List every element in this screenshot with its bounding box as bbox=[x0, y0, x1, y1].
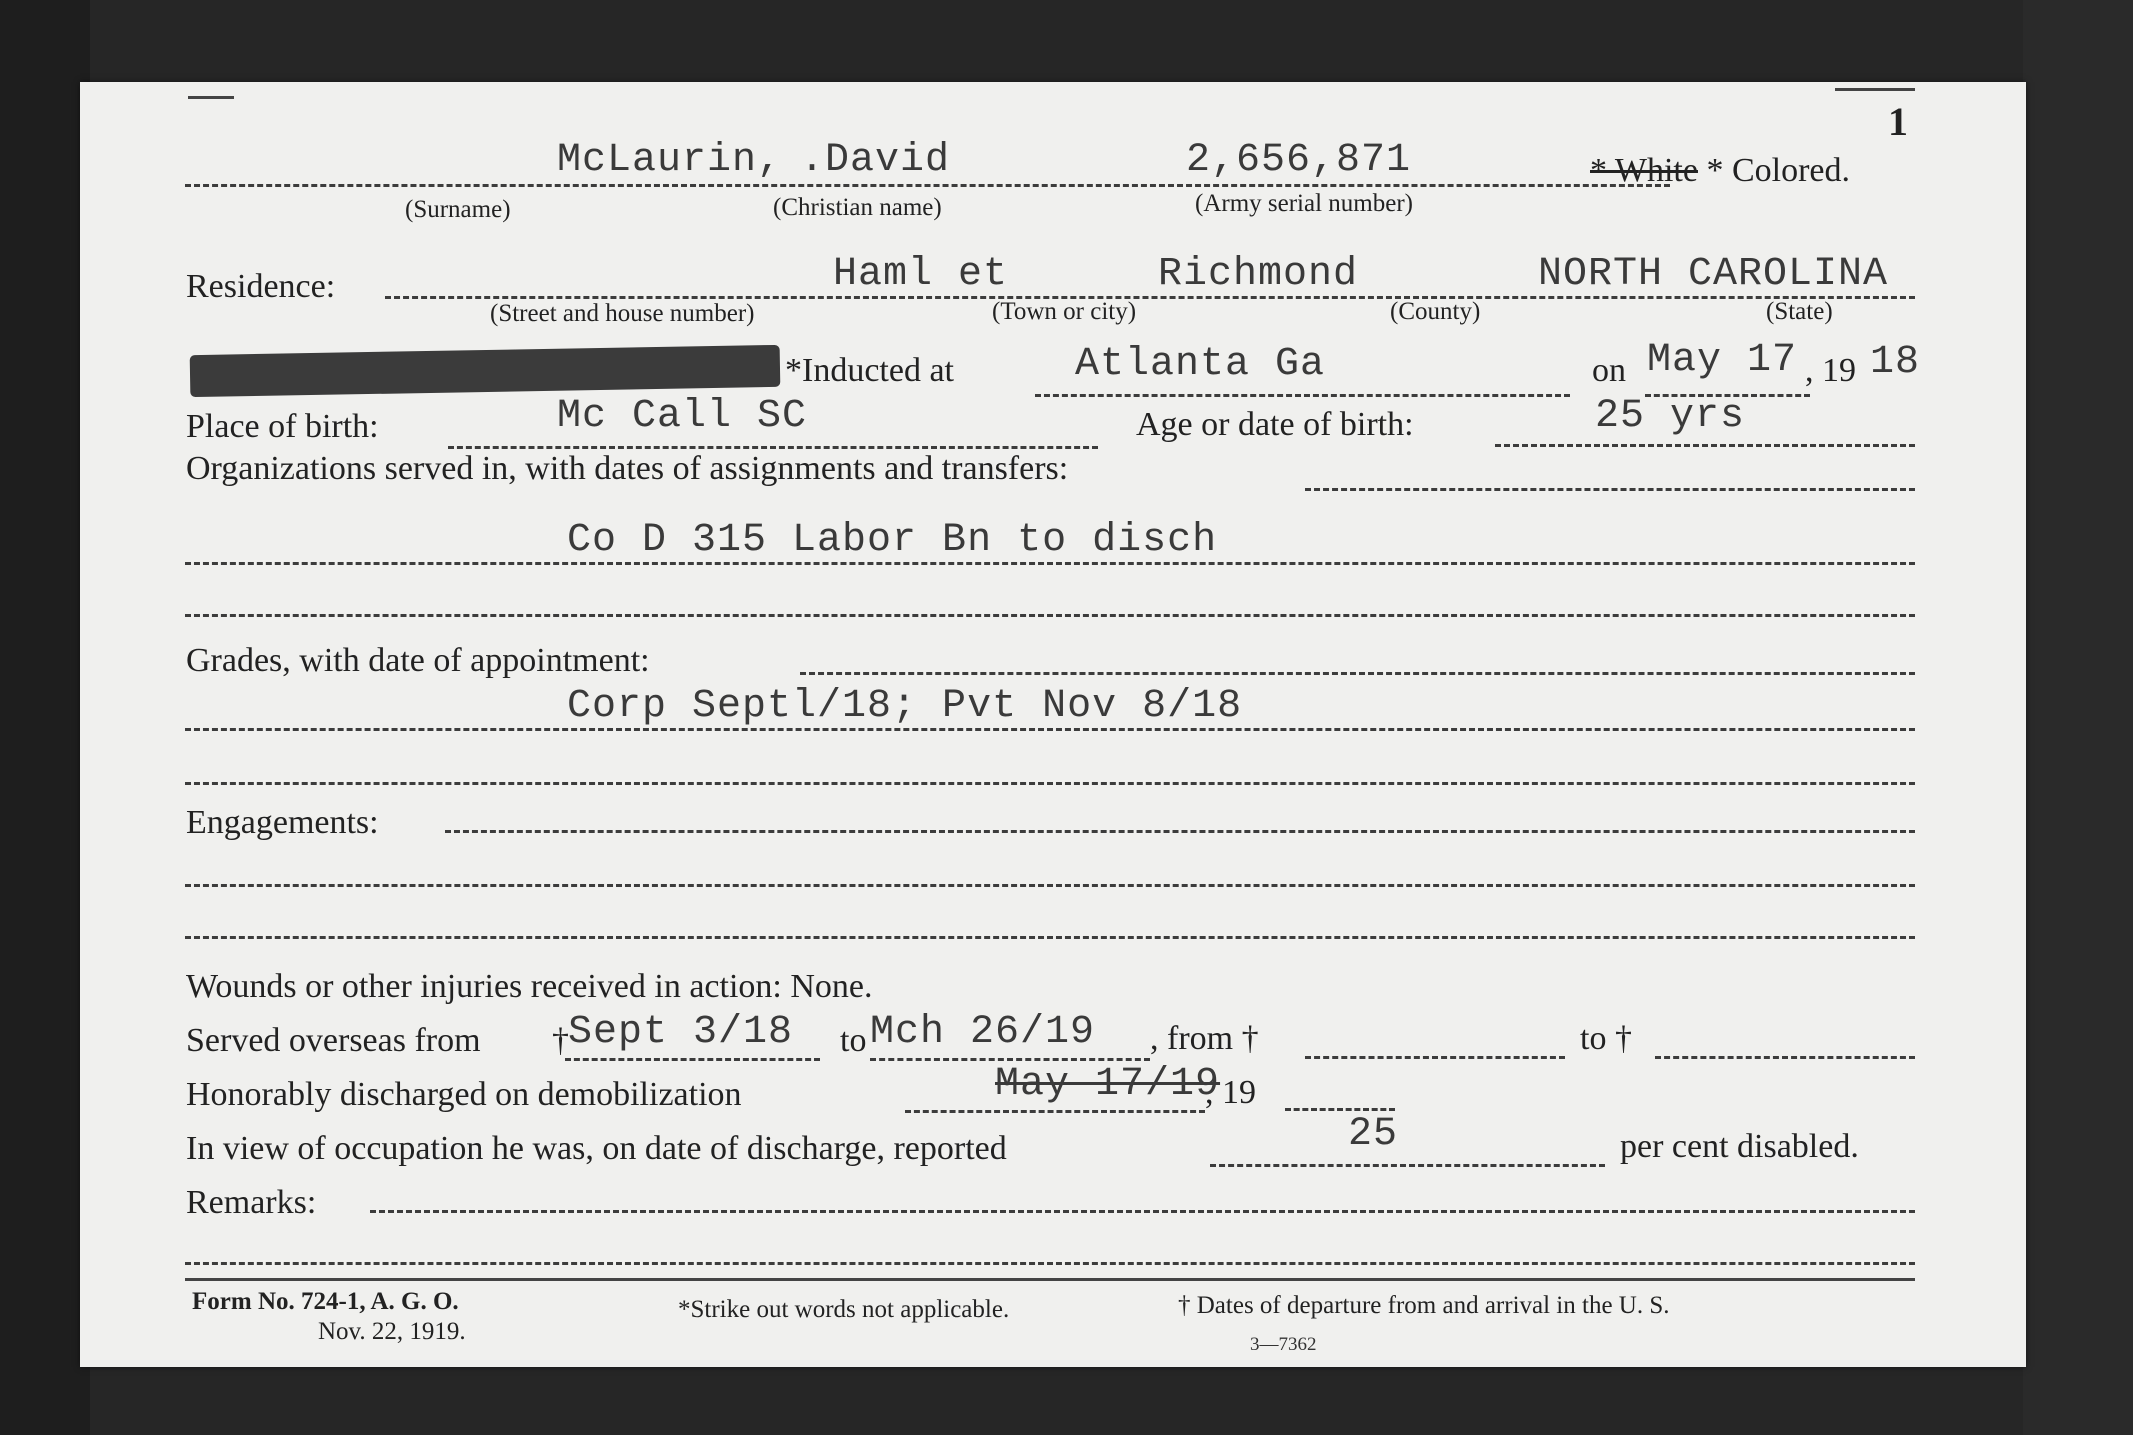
street-caption: (Street and house number) bbox=[490, 300, 755, 327]
induction-year-prefix: , 19 bbox=[1805, 352, 1856, 389]
overseas-from-value: Sept 3/18 bbox=[568, 1010, 794, 1055]
overseas-to-value: Mch 26/19 bbox=[870, 1010, 1096, 1055]
place-of-birth-value: Mc Call SC bbox=[557, 394, 808, 439]
discharge-year-line bbox=[1285, 1108, 1395, 1111]
town-caption: (Town or city) bbox=[992, 298, 1137, 325]
race-options bbox=[1590, 152, 1850, 190]
disability-line bbox=[1210, 1164, 1605, 1167]
form-date: Nov. 22, 1919. bbox=[318, 1318, 466, 1345]
dagger-mark-1: † bbox=[552, 1022, 569, 1059]
form-number: Form No. 724-1, A. G. O. bbox=[192, 1288, 459, 1315]
footer-rule bbox=[185, 1278, 1915, 1281]
induction-year-value: 18 bbox=[1870, 340, 1921, 385]
organizations-line-2 bbox=[185, 562, 1915, 565]
disability-value: 25 bbox=[1348, 1112, 1399, 1157]
grades-label: Grades, with date of appointment: bbox=[186, 642, 650, 679]
overseas-from2-label: , from † bbox=[1150, 1020, 1259, 1057]
disability-label: In view of occupation he was, on date of discharge, reported bbox=[186, 1130, 1007, 1167]
place-of-birth-line bbox=[448, 446, 1098, 449]
surname-caption: (Surname) bbox=[405, 196, 511, 223]
remarks-line-1 bbox=[370, 1210, 1915, 1213]
wounds-value: None. bbox=[790, 968, 873, 1005]
dates-note: † Dates of departure from and arrival in the U. S. bbox=[1178, 1292, 1670, 1319]
remarks-label: Remarks: bbox=[186, 1184, 317, 1221]
race-white: * White bbox=[1590, 152, 1698, 189]
scan-background-left bbox=[0, 0, 90, 1435]
christian-name-caption: (Christian name) bbox=[773, 194, 942, 221]
engagements-line-3 bbox=[185, 936, 1915, 939]
state-caption: (State) bbox=[1766, 298, 1833, 325]
grades-value: Corp Septl/18; Pvt Nov 8/18 bbox=[567, 684, 1243, 729]
top-left-rule bbox=[188, 96, 234, 99]
organizations-label: Organizations served in, with dates of assignments and transfers: bbox=[186, 450, 1069, 487]
redaction-bar bbox=[190, 345, 781, 397]
grades-line-2 bbox=[185, 728, 1915, 731]
grades-line-3 bbox=[185, 782, 1915, 785]
overseas-from2-line bbox=[1305, 1056, 1565, 1059]
discharge-line bbox=[905, 1110, 1205, 1113]
race-colored: * Colored. bbox=[1706, 152, 1851, 189]
discharge-year-label: , 19 bbox=[1205, 1074, 1256, 1111]
induction-date-value: May 17 bbox=[1647, 338, 1798, 383]
christian-name-value: .David bbox=[800, 138, 951, 183]
top-right-rule bbox=[1835, 88, 1915, 91]
serial-number-value: 2,656,871 bbox=[1186, 138, 1412, 183]
wounds-label bbox=[186, 968, 873, 1006]
surname-value: McLaurin, bbox=[557, 138, 783, 183]
town-value: Haml et bbox=[833, 252, 1009, 297]
wounds-label-text: Wounds or other injuries received in action: bbox=[186, 968, 782, 1005]
card-number: 1 bbox=[1888, 99, 1908, 144]
on-label: on bbox=[1592, 352, 1626, 389]
engagements-label: Engagements: bbox=[186, 804, 379, 841]
residence-label: Residence: bbox=[186, 268, 336, 305]
overseas-to2-label: to † bbox=[1580, 1020, 1632, 1057]
disability-suffix: per cent disabled. bbox=[1620, 1128, 1859, 1165]
organizations-line-3 bbox=[185, 614, 1915, 617]
inducted-value: Atlanta Ga bbox=[1075, 342, 1326, 387]
discharge-value: May 17/19 bbox=[995, 1062, 1221, 1107]
overseas-label: Served overseas from bbox=[186, 1022, 481, 1059]
engagements-line-2 bbox=[185, 884, 1915, 887]
state-value: NORTH CAROLINA bbox=[1538, 252, 1889, 297]
inducted-line bbox=[1035, 394, 1570, 397]
age-value: 25 yrs bbox=[1595, 394, 1746, 439]
place-of-birth-label: Place of birth: bbox=[186, 408, 379, 445]
county-value: Richmond bbox=[1158, 252, 1359, 297]
overseas-from-line bbox=[565, 1058, 820, 1061]
overseas-to-label: to bbox=[840, 1022, 867, 1059]
grades-line-1 bbox=[800, 672, 1915, 675]
service-record-card bbox=[80, 82, 2026, 1367]
scan-background-right bbox=[2023, 0, 2133, 1435]
strike-note: *Strike out words not applicable. bbox=[678, 1296, 1010, 1323]
organizations-line-1 bbox=[1305, 488, 1915, 491]
print-code: 3—7362 bbox=[1250, 1334, 1317, 1355]
overseas-to-line bbox=[870, 1058, 1150, 1061]
age-label: Age or date of birth: bbox=[1136, 406, 1414, 443]
remarks-line-2 bbox=[185, 1262, 1915, 1265]
discharge-label: Honorably discharged on demobilization bbox=[186, 1076, 742, 1113]
organizations-value: Co D 315 Labor Bn to disch bbox=[567, 518, 1218, 563]
inducted-label: *Inducted at bbox=[785, 352, 954, 389]
age-line bbox=[1495, 444, 1915, 447]
county-caption: (County) bbox=[1390, 298, 1481, 325]
overseas-to2-line bbox=[1655, 1056, 1915, 1059]
serial-number-caption: (Army serial number) bbox=[1195, 190, 1413, 217]
engagements-line-1 bbox=[445, 830, 1915, 833]
name-line bbox=[185, 184, 1670, 187]
